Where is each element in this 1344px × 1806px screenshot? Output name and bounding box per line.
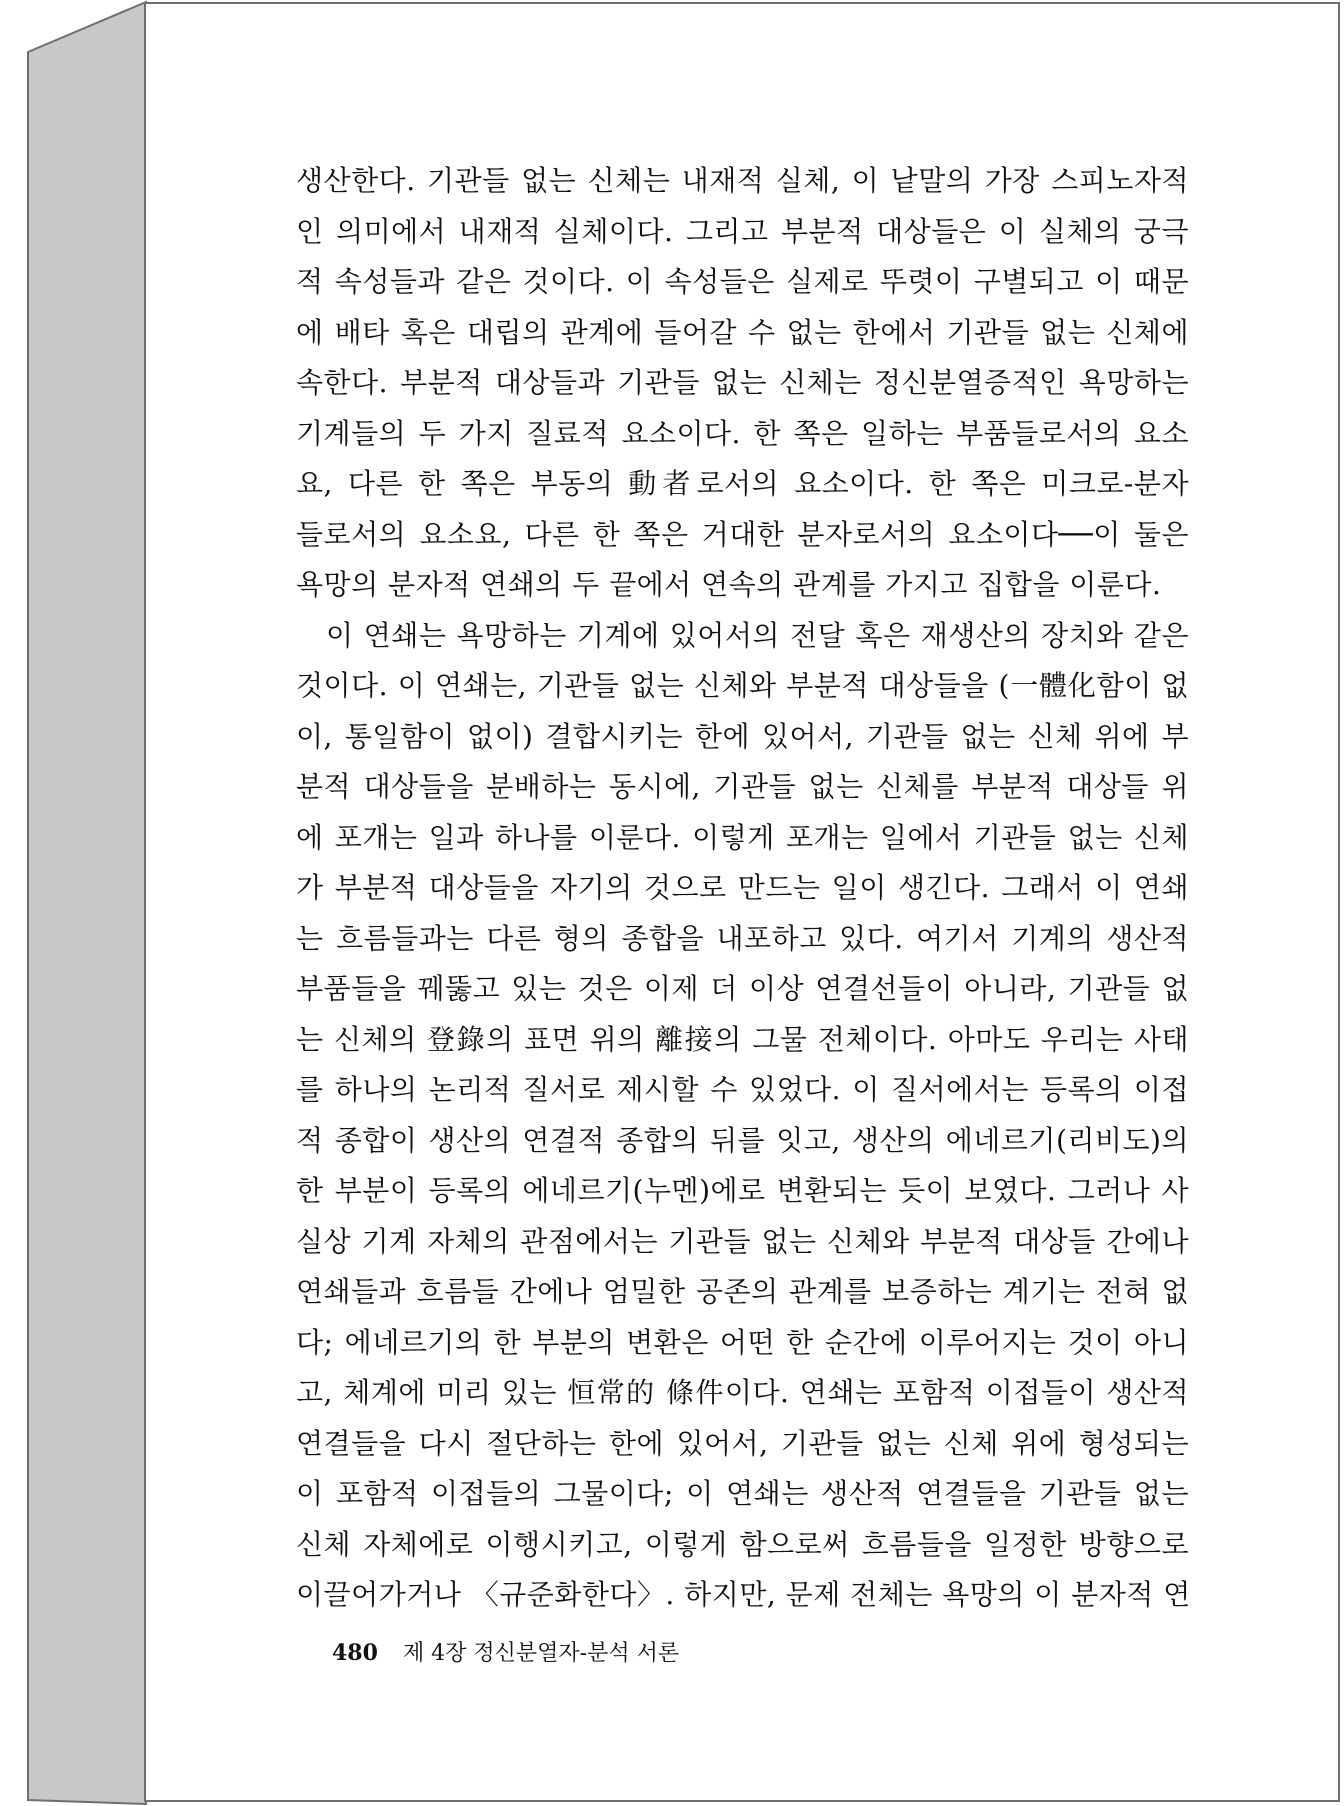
text-line: 이 포함적 이접들의 그물이다; 이 연쇄는 생산적 연결들을 기관들 없는 (296, 1477, 1189, 1510)
text-line: 실상 기계 자체의 관점에서는 기관들 없는 신체와 부분적 대상들 간에나 (296, 1224, 1189, 1258)
book-page (144, 2, 1340, 1802)
text-line: 는 신체의 登錄의 표면 위의 離接의 그물 전체이다. 아마도 우리는 사태 (296, 1022, 1189, 1056)
text-line: 분적 대상들을 분배하는 동시에, 기관들 없는 신체를 부분적 대상들 위 (296, 770, 1189, 803)
text-line: 적 종합이 생산의 연결적 종합의 뒤를 잇고, 생산의 에네르기(리비도)의 (296, 1123, 1189, 1157)
text-line: 이 연쇄는 욕망하는 기계에 있어서의 전달 혹은 재생산의 장치와 같은 (326, 618, 1189, 652)
book-spine-face (28, 2, 146, 1804)
text-line: 이, 통일함이 없이) 결합시키는 한에 있어서, 기관들 없는 신체 위에 부 (296, 719, 1189, 753)
text-line: 적 속성들과 같은 것이다. 이 속성들은 실제로 뚜렷이 구별되고 이 때문 (296, 265, 1189, 298)
text-line: 연쇄들과 흐름들 간에나 엄밀한 공존의 관계를 보증하는 계기는 전혀 없 (296, 1275, 1189, 1308)
book-spine-illustration (0, 0, 148, 1806)
text-line: 한 부분이 등록의 에네르기(누멘)에로 변환되는 듯이 보였다. 그러나 사 (296, 1174, 1189, 1207)
running-head: 제 4장 정신분열자-분석 서론 (402, 1641, 680, 1666)
text-line: 고, 체계에 미리 있는 恒常的 條件이다. 연쇄는 포함적 이접들이 생산적 (296, 1376, 1189, 1409)
text-line: 를 하나의 논리적 질서로 제시할 수 있었다. 이 질서에서는 등록의 이접 (296, 1073, 1189, 1106)
text-line: 요, 다른 한 쪽은 부동의 動者로서의 요소이다. 한 쪽은 미크로-분자 (296, 467, 1189, 500)
text-line: 생산한다. 기관들 없는 신체는 내재적 실체, 이 낱말의 가장 스피노자적 (296, 164, 1189, 197)
text-line: 신체 자체에로 이행시키고, 이렇게 함으로써 흐름들을 일정한 방향으로 (296, 1527, 1189, 1561)
text-line: 연결들을 다시 절단하는 한에 있어서, 기관들 없는 신체 위에 형성되는 (296, 1426, 1189, 1460)
text-line: 가 부분적 대상들을 자기의 것으로 만드는 일이 생긴다. 그래서 이 연쇄 (296, 871, 1189, 904)
text-line: 속한다. 부분적 대상들과 기관들 없는 신체는 정신분열증적인 욕망하는 (296, 366, 1189, 399)
text-line: 부품들을 꿰뚫고 있는 것은 이제 더 이상 연결선들이 아니라, 기관들 없 (296, 972, 1189, 1005)
page-body-text (296, 156, 1189, 1621)
text-line: 다; 에네르기의 한 부분의 변환은 어떤 한 순간에 이루어지는 것이 아니 (296, 1325, 1189, 1359)
text-line: 기계들의 두 가지 질료적 요소이다. 한 쪽은 일하는 부품들로서의 요소 (296, 416, 1189, 450)
text-line: 욕망의 분자적 연쇄의 두 끝에서 연속의 관계를 가지고 집합을 이룬다. (296, 568, 1162, 601)
text-line: 인 의미에서 내재적 실체이다. 그리고 부분적 대상들은 이 실체의 궁극 (296, 214, 1189, 248)
book-spine (0, 0, 148, 1806)
text-line: 는 흐름들과는 다른 형의 종합을 내포하고 있다. 여기서 기계의 생산적 (296, 921, 1189, 955)
text-line: 에 배타 혹은 대립의 관계에 들어갈 수 없는 한에서 기관들 없는 신체에 (296, 315, 1189, 349)
page-number: 480 (332, 1640, 378, 1666)
text-line: 들로서의 요소요, 다른 한 쪽은 거대한 분자로서의 요소이다──이 둘은 (296, 517, 1189, 551)
text-line: 것이다. 이 연쇄는, 기관들 없는 신체와 부분적 대상들을 (一體化함이 없 (296, 669, 1190, 702)
text-line: 이끌어가거나 〈규준화한다〉. 하지만, 문제 전체는 욕망의 이 분자적 연 (296, 1578, 1191, 1611)
page-footer (332, 1636, 679, 1667)
text-line: 에 포개는 일과 하나를 이룬다. 이렇게 포개는 일에서 기관들 없는 신체 (296, 820, 1189, 854)
